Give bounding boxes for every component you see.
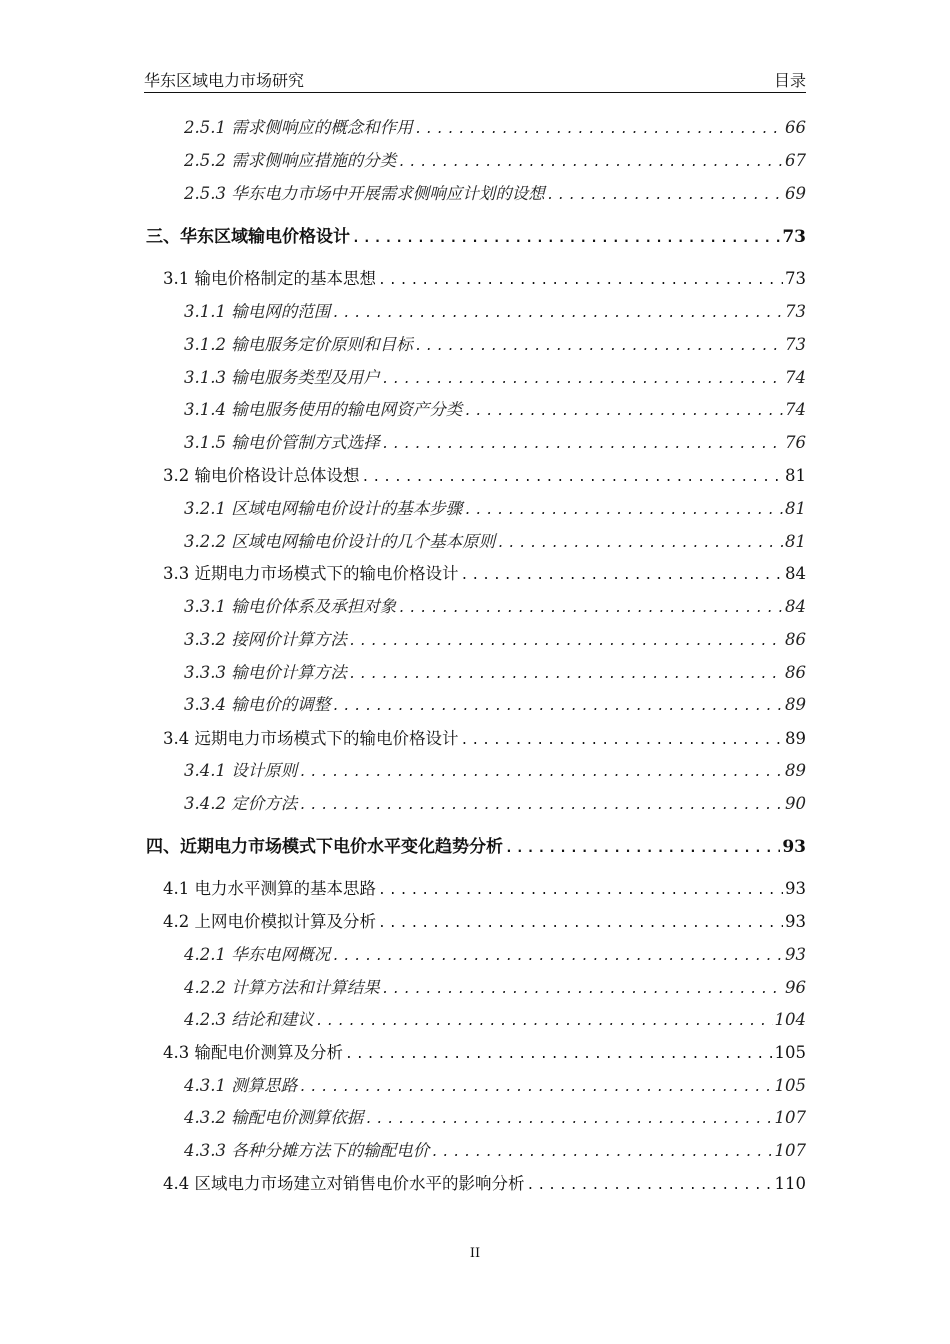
toc-entry-title: 3.2 输电价格设计总体设想 [163, 466, 360, 485]
dot-leader [332, 695, 783, 717]
toc-entry[interactable] [184, 976, 806, 1000]
dot-leader [365, 1108, 772, 1130]
toc-entry-title: 4.1 电力水平测算的基本思路 [163, 879, 376, 898]
toc-entry-title: 3.1.5 输电价管制方式选择 [184, 433, 380, 452]
dot-leader [464, 499, 783, 521]
toc-entry[interactable] [163, 877, 806, 901]
toc-entry-title: 4.2.1 华东电网概况 [184, 945, 331, 964]
toc-entry-page-number: 105 [774, 1076, 806, 1095]
dot-leader [352, 227, 780, 249]
toc-entry[interactable] [184, 943, 806, 967]
toc-entry[interactable] [163, 910, 806, 934]
toc-entry-page-number: 86 [785, 630, 806, 649]
toc-entry-title: 4.3.1 测算思路 [184, 1076, 298, 1095]
toc-entry[interactable] [184, 116, 806, 140]
toc-entry[interactable] [184, 693, 806, 717]
toc-entry-title: 2.5.1 需求侧响应的概念和作用 [184, 118, 413, 137]
dot-leader [382, 433, 783, 455]
dot-leader [398, 151, 783, 173]
dot-leader [378, 879, 783, 901]
toc-entry-title: 四、近期电力市场模式下电价水平变化趋势分析 [146, 837, 503, 857]
toc-entry-page-number: 89 [785, 695, 806, 714]
toc-entry[interactable] [184, 530, 806, 554]
dot-leader [527, 1174, 773, 1196]
toc-entry-page-number: 84 [785, 564, 806, 583]
toc-entry-page-number: 96 [785, 978, 806, 997]
toc-entry-title: 4.3.3 各种分摊方法下的输配电价 [184, 1141, 430, 1160]
dot-leader [382, 368, 783, 390]
toc-entry-title: 3.3.4 输电价的调整 [184, 695, 331, 714]
toc-entry-page-number: 73 [785, 302, 806, 321]
dot-leader [349, 663, 783, 685]
toc-entry[interactable] [184, 497, 806, 521]
toc-entry-title: 3.2.1 区域电网输电价设计的基本步骤 [184, 499, 463, 518]
dot-leader [349, 630, 783, 652]
toc-entry[interactable] [146, 835, 806, 859]
toc-entry[interactable] [184, 792, 806, 816]
toc-entry-title: 3.3.2 接网价计算方法 [184, 630, 347, 649]
dot-leader [299, 794, 783, 816]
toc-entry-title: 4.3.2 输配电价测算依据 [184, 1108, 364, 1127]
toc-entry[interactable] [184, 1008, 806, 1032]
toc-entry[interactable] [184, 366, 806, 390]
toc-entry-title: 3.2.2 区域电网输电价设计的几个基本原则 [184, 532, 496, 551]
toc-entry-title: 3.1.1 输电网的范围 [184, 302, 331, 321]
toc-entry-page-number: 74 [785, 400, 806, 419]
toc-entry[interactable] [184, 300, 806, 324]
toc-entry-page-number: 67 [785, 151, 806, 170]
toc-entry[interactable] [163, 727, 806, 751]
toc-entry-page-number: 73 [782, 227, 806, 247]
toc-entry-page-number: 93 [785, 945, 806, 964]
toc-entry-page-number: 81 [785, 466, 806, 485]
toc-entry[interactable] [163, 1172, 806, 1196]
toc-entry-page-number: 86 [785, 663, 806, 682]
toc-entry-page-number: 93 [785, 912, 806, 931]
toc-entry-page-number: 69 [785, 184, 806, 203]
dot-leader [398, 597, 783, 619]
toc-entry[interactable] [184, 1074, 806, 1098]
toc-entry-page-number: 81 [785, 532, 806, 551]
toc-entry-title: 4.3 输配电价测算及分析 [163, 1043, 343, 1062]
toc-entry[interactable] [184, 595, 806, 619]
toc-entry-title: 3.3 近期电力市场模式下的输电价格设计 [163, 564, 459, 583]
dot-leader [461, 564, 784, 586]
dot-leader [431, 1141, 772, 1163]
toc-entry[interactable] [146, 225, 806, 249]
toc-entry-title: 2.5.3 华东电力市场中开展需求侧响应计划的设想 [184, 184, 545, 203]
dot-leader [464, 400, 783, 422]
dot-leader [332, 302, 783, 324]
toc-entry[interactable] [163, 464, 806, 488]
toc-entry-page-number: 81 [785, 499, 806, 518]
dot-leader [345, 1043, 773, 1065]
toc-entry[interactable] [163, 267, 806, 291]
toc-entry-page-number: 110 [774, 1174, 806, 1193]
toc-entry[interactable] [163, 562, 806, 586]
toc-entry-title: 3.1.4 输电服务使用的输电网资产分类 [184, 400, 463, 419]
toc-entry-title: 3.3.3 输电价计算方法 [184, 663, 347, 682]
toc-entry-page-number: 104 [774, 1010, 806, 1029]
toc-entry[interactable] [184, 1106, 806, 1130]
page-header [144, 66, 806, 93]
toc-entry-title: 4.2.3 结论和建议 [184, 1010, 314, 1029]
toc-entry[interactable] [184, 431, 806, 455]
toc-entry-title: 3.4.2 定价方法 [184, 794, 298, 813]
toc-entry-page-number: 84 [785, 597, 806, 616]
toc-entry-page-number: 66 [785, 118, 806, 137]
dot-leader [382, 978, 783, 1000]
toc-entry-title: 4.4 区域电力市场建立对销售电价水平的影响分析 [163, 1174, 525, 1193]
toc-entry-page-number: 107 [774, 1141, 806, 1160]
toc-entry-title: 4.2.2 计算方法和计算结果 [184, 978, 380, 997]
dot-leader [299, 761, 783, 783]
toc-entry[interactable] [163, 1041, 806, 1065]
toc-entry-title: 三、华东区域输电价格设计 [146, 227, 350, 247]
toc-entry[interactable] [184, 182, 806, 206]
toc-entry-page-number: 90 [785, 794, 806, 813]
toc-entry-page-number: 74 [785, 368, 806, 387]
toc-entry[interactable] [184, 1139, 806, 1163]
dot-leader [415, 335, 783, 357]
dot-leader [299, 1076, 772, 1098]
toc-entry-page-number: 105 [774, 1043, 806, 1062]
page-number: II [469, 1246, 481, 1261]
header-document-title: 华东区域电力市场研究 [144, 71, 305, 90]
toc-entry[interactable] [184, 333, 806, 357]
dot-leader [378, 912, 783, 934]
toc-entry-title: 3.1.3 输电服务类型及用户 [184, 368, 380, 387]
toc-entry-page-number: 93 [785, 879, 806, 898]
toc-entry-title: 2.5.2 需求侧响应措施的分类 [184, 151, 397, 170]
toc-entry-title: 4.2 上网电价模拟计算及分析 [163, 912, 376, 931]
dot-leader [461, 729, 784, 751]
toc-entry-page-number: 73 [785, 269, 806, 288]
toc-entry[interactable] [184, 149, 806, 173]
dot-leader [362, 466, 784, 488]
dot-leader [316, 1010, 773, 1032]
header-section-title: 目录 [773, 71, 806, 90]
toc-entry-title: 3.1.2 输电服务定价原则和目标 [184, 335, 413, 354]
dot-leader [378, 269, 783, 291]
toc-entry-title: 3.3.1 输电价体系及承担对象 [184, 597, 397, 616]
dot-leader [332, 945, 783, 967]
toc-entry[interactable] [184, 661, 806, 685]
toc-entry-page-number: 73 [785, 335, 806, 354]
toc-entry-page-number: 107 [774, 1108, 806, 1127]
toc-entry[interactable] [184, 628, 806, 652]
dot-leader [547, 184, 783, 206]
toc-entry-title: 3.1 输电价格制定的基本思想 [163, 269, 376, 288]
dot-leader [415, 118, 783, 140]
dot-leader [497, 532, 783, 554]
dot-leader [505, 837, 780, 859]
toc-entry[interactable] [184, 759, 806, 783]
toc-entry-page-number: 89 [785, 761, 806, 780]
toc-entry-page-number: 89 [785, 729, 806, 748]
toc-entry-title: 3.4.1 设计原则 [184, 761, 298, 780]
toc-entry-title: 3.4 远期电力市场模式下的输电价格设计 [163, 729, 459, 748]
toc-entry[interactable] [184, 398, 806, 422]
toc-entry-page-number: 93 [782, 837, 806, 857]
toc-entry-page-number: 76 [785, 433, 806, 452]
